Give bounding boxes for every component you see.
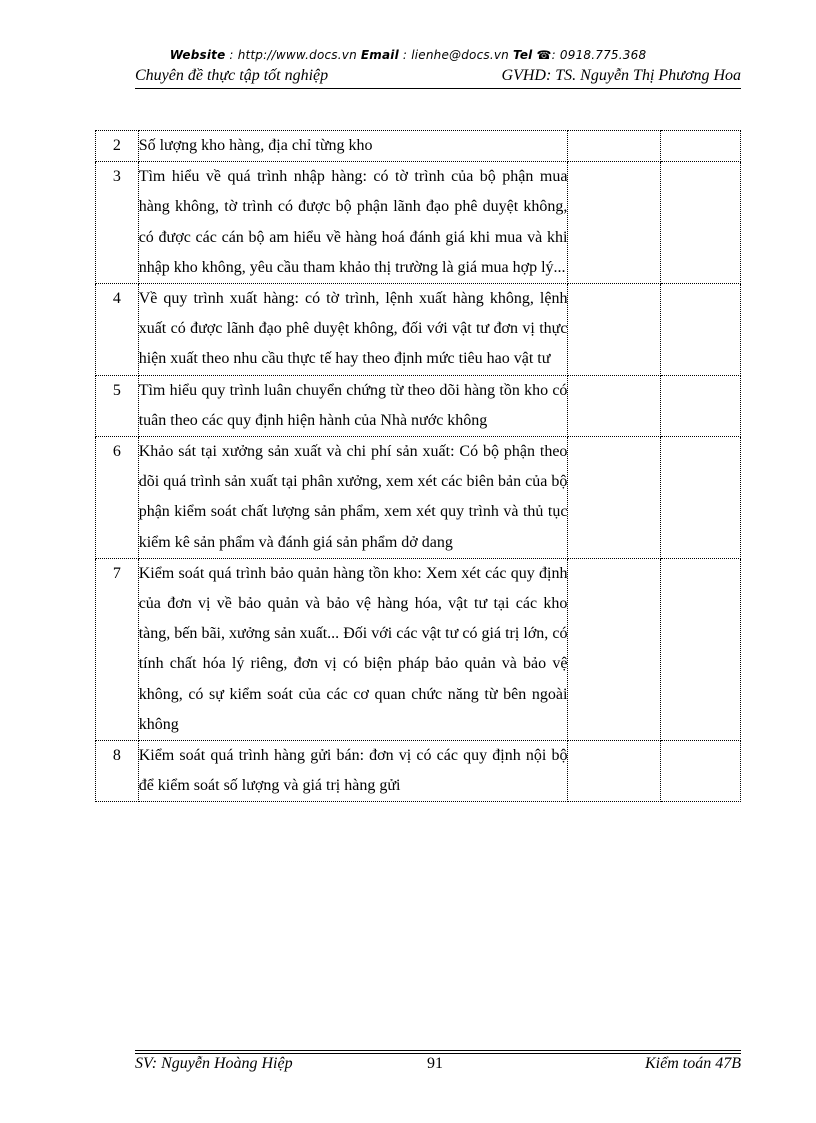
row-text: Kiểm soát quá trình hàng gửi bán: đơn vị có các quy định nội bộ để kiểm soát số lượng và giá trị hàng gửi (138, 741, 568, 802)
row-text: Về quy trình xuất hàng: có tờ trình, lệnh xuất hàng không, lệnh xuất có được lãnh đạo phê duyệt không, đối với vật tư đơn vị thực hiện xuất theo nhu cầu thực tế hay theo định mức tiêu hao vật tư (138, 284, 568, 376)
empty-cell (660, 131, 740, 162)
empty-cell (568, 131, 660, 162)
tel-value: : 0918.775.368 (551, 48, 647, 62)
phone-icon: ☎ (536, 48, 552, 62)
row-text: Tìm hiểu về quá trình nhập hàng: có tờ trình của bộ phận mua hàng không, tờ trình có được bộ phận lãnh đạo phê duyệt không, có được các cán bộ am hiểu về hàng hoá đánh giá khi mua và khi nhập kho không, yêu cầu tham khảo thị trường là giá mua hợp lý... (138, 162, 568, 284)
empty-cell (660, 375, 740, 436)
header-title: Chuyên đề thực tập tốt nghiệp (135, 67, 329, 84)
table-row (96, 437, 741, 559)
website-label: Website (169, 48, 226, 62)
tel-label: Tel (512, 48, 533, 62)
footer-rule (135, 1050, 741, 1051)
row-text: Số lượng kho hàng, địa chỉ từng kho (138, 131, 568, 162)
row-number: 4 (96, 284, 139, 376)
empty-cell (660, 437, 740, 559)
website-value: : http://www.docs.vn (225, 48, 361, 62)
empty-cell (660, 162, 740, 284)
table-row (96, 131, 741, 162)
row-text: Tìm hiểu quy trình luân chuyển chứng từ theo dõi hàng tồn kho có tuân theo các quy định hiện hành của Nhà nước không (138, 375, 568, 436)
table-row (96, 162, 741, 284)
table-row (96, 284, 741, 376)
row-number: 6 (96, 437, 139, 559)
empty-cell (568, 558, 660, 740)
checklist-table (95, 130, 741, 802)
empty-cell (568, 284, 660, 376)
row-text: Kiểm soát quá trình bảo quản hàng tồn kho: Xem xét các quy định của đơn vị về bảo quản và bảo vệ hàng hóa, vật tư tại các kho tàng, bến bãi, xưởng sản xuất... Đối với các vật tư có giá trị lớn, có tính chất hóa lý riêng, đơn vị có biện pháp bảo quản và bảo vệ không, có sự kiểm soát của các cơ quan chức năng từ bên ngoài không (138, 558, 568, 740)
footer-rule (135, 1053, 741, 1054)
footer-student: SV: Nguyễn Hoàng Hiệp (135, 1055, 293, 1072)
empty-cell (568, 437, 660, 559)
row-number: 3 (96, 162, 139, 284)
header-rule (135, 88, 741, 89)
row-number: 7 (96, 558, 139, 740)
empty-cell (568, 162, 660, 284)
email-value: : lienhe@docs.vn (398, 48, 513, 62)
empty-cell (568, 375, 660, 436)
header-supervisor: GVHD: TS. Nguyễn Thị Phương Hoa (501, 67, 741, 84)
empty-cell (568, 741, 660, 802)
empty-cell (660, 558, 740, 740)
table-row (96, 375, 741, 436)
table-row (96, 558, 741, 740)
row-text: Khảo sát tại xưởng sản xuất và chi phí sản xuất: Có bộ phận theo dõi quá trình sản xuất tại phân xưởng, xem xét các biên bản của bộ phận kiểm soát chất lượng sản phẩm, xem xét quy trình và thủ tục kiểm kê sản phẩm và đánh giá sản phẩm dở dang (138, 437, 568, 559)
email-label: Email (360, 48, 399, 62)
row-number: 8 (96, 741, 139, 802)
website-line (0, 48, 816, 62)
page-number: 91 (427, 1055, 443, 1072)
row-number: 5 (96, 375, 139, 436)
footer-class: Kiểm toán 47B (645, 1055, 741, 1072)
empty-cell (660, 741, 740, 802)
table-row (96, 741, 741, 802)
row-number: 2 (96, 131, 139, 162)
empty-cell (660, 284, 740, 376)
